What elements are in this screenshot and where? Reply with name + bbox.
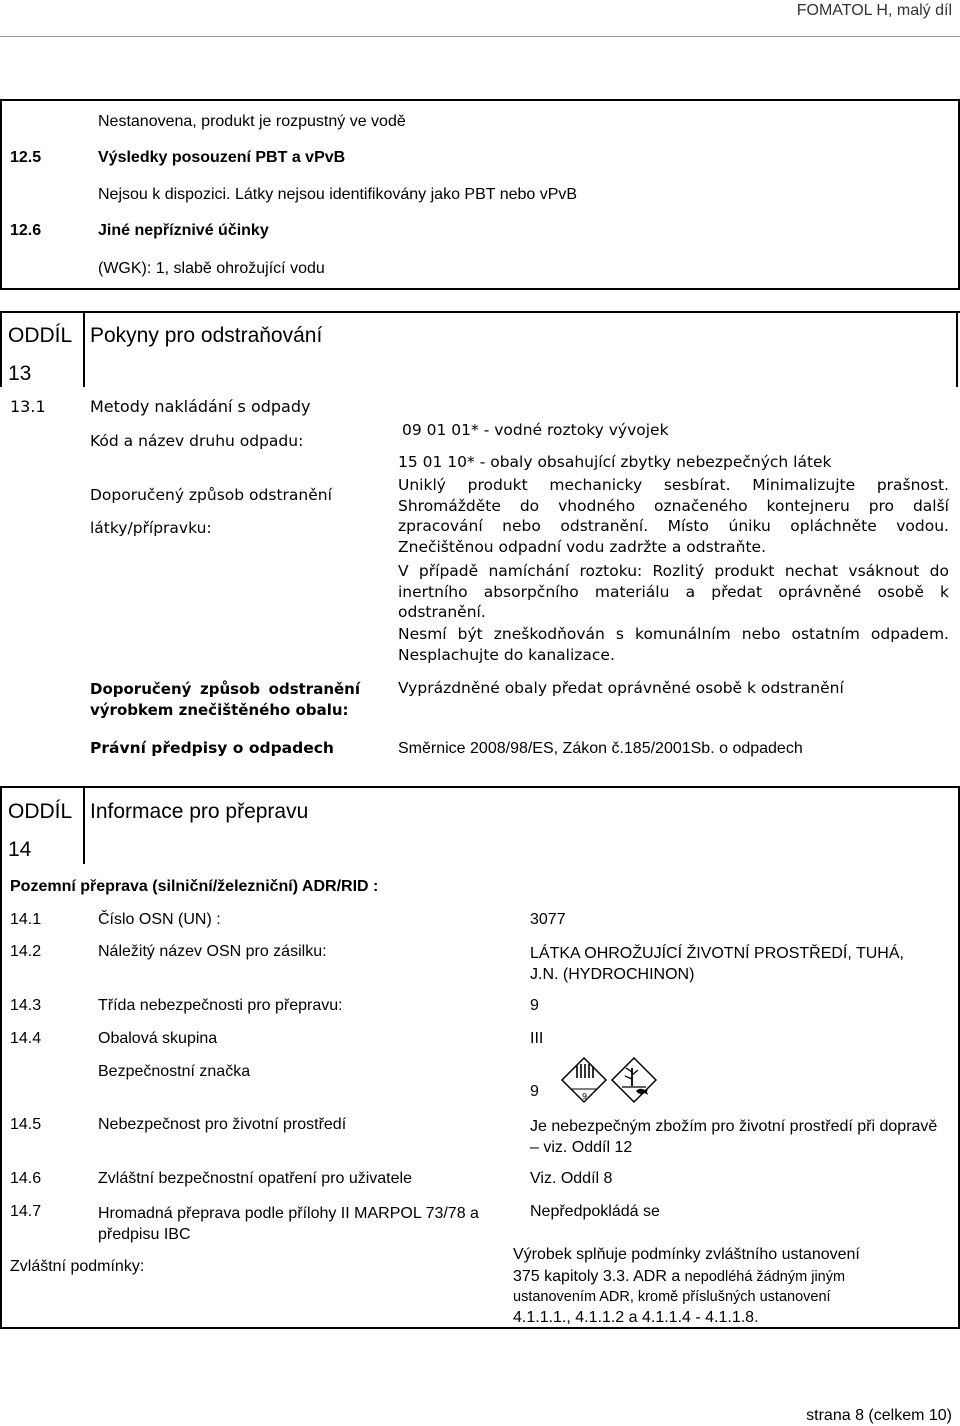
disposal-text-2: V případě namíchání roztoku: Rozlitý produkt nechat vsáknout do inertního absorpčního materiálu a předat oprávněné osobě k odstranění. [398,562,949,621]
environmental-hazard-icon [610,1056,660,1104]
document-title: FOMATOL H, malý díl [796,2,952,19]
waste-code-1: 09 01 01* - vodné roztoky vývojek [402,421,669,439]
row-14-2-number: 14.2 [10,943,42,960]
row-14-3-number: 14.3 [10,997,42,1014]
row-14-3-label: Třída nebezpečnosti pro přepravu: [98,997,343,1014]
row-14-6-number: 14.6 [10,1170,42,1187]
s12-6-number: 12.6 [10,222,42,239]
s13-heading-title: Pokyny pro odstraňování [90,324,323,347]
packaging-label: Doporučený způsob odstranění výrobkem znečištěného obalu: [90,680,360,719]
s13-heading-label: ODDÍL [8,324,73,347]
law-text: Směrnice 2008/98/ES, Zákon č.185/2001Sb. o odpadech [398,740,803,757]
svg-text:9: 9 [582,1092,588,1101]
disposal-label-line2: látky/přípravku: [90,519,212,537]
packaging-text: Vyprázdněné obaly předat oprávněné osobě k odstranění [398,679,844,697]
special-conditions-label: Zvláštní podmínky: [10,1258,145,1275]
s14-heading-divider [83,786,85,864]
s13-heading-divider [83,311,85,387]
safety-sign-label: Bezpečnostní značka [98,1063,251,1080]
row-14-5-value: Je nebezpečným zbožím pro životní prostředí při dopravě – viz. Oddíl 12 [530,1118,938,1156]
s12-left-border [0,99,2,289]
s14-bottom-border [0,1327,960,1329]
page-number: strana 8 (celkem 10) [806,1407,952,1424]
row-14-5-label: Nebezpečnost pro životní prostředí [98,1116,347,1133]
s12-6-title: Jiné nepříznivé účinky [98,222,269,239]
s12-5-number: 12.5 [10,149,42,166]
special-conditions-line2 [513,1268,845,1286]
safety-sign-class: 9 [530,1083,539,1100]
row-14-5-number: 14.5 [10,1116,42,1133]
waste-code-2: 15 01 10* - obaly obsahující zbytky nebezpečných látek [398,453,832,471]
special-conditions-line2b: nepodléhá žádným jiným [684,1269,846,1285]
s14-heading-number: 14 [8,838,32,861]
s13-heading-right-border [956,311,958,387]
row-14-3-value: 9 [530,997,539,1014]
disposal-text-3: Nesmí být zneškodňován s komunálním nebo ostatním odpadem. Nesplachujte do kanalizace. [398,625,949,664]
special-conditions-line4: 4.1.1.1., 4.1.1.2 a 4.1.1.4 - 4.1.1.8. [513,1309,759,1326]
special-conditions-line1: Výrobek splňuje podmínky zvláštního ustanovení [513,1246,860,1263]
s12-6-text: (WGK): 1, slabě ohrožující vodu [98,260,325,277]
disposal-label-line1: Doporučený způsob odstranění [90,486,332,504]
s13-1-number: 13.1 [10,397,46,416]
row-14-4-value: III [530,1030,544,1047]
special-conditions-line2a: 375 kapitoly 3.3. ADR a [513,1268,685,1285]
s14-top-border [0,786,960,788]
row-14-4-label: Obalová skupina [98,1030,218,1047]
row-14-1-number: 14.1 [10,911,42,928]
s14-left-border [0,786,2,1328]
road-transport-label: Pozemní přeprava (silniční/železniční) ADR/RID : [10,878,379,895]
s13-heading-top-border [0,311,960,313]
row-14-6-value: Viz. Oddíl 8 [530,1170,613,1187]
row-14-7-number: 14.7 [10,1203,42,1220]
special-conditions-line3: ustanovením ADR, kromě příslušných ustanovení [513,1289,831,1305]
s12-4-text: Nestanovena, produkt je rozpustný ve vodě [98,113,406,130]
disposal-text-1: Uniklý produkt mechanicky sesbírat. Minimalizujte prašnost. Shromážděte do vhodného označeného kontejneru pro další zpracování nebo odstranění. Místo úniku opláchněte vodou. Znečištěnou odpadní vodu zadržte a odstraňte. [398,476,949,556]
s13-heading-left-border [0,311,2,387]
s13-heading-number: 13 [8,362,32,385]
row-14-7-label: Hromadná přeprava podle přílohy II MARPOL 73/78 a předpisu IBC [98,1205,479,1243]
s14-heading-label: ODDÍL [8,800,73,823]
header-rule [0,36,960,37]
s12-5-title: Výsledky posouzení PBT a vPvB [98,149,346,166]
waste-code-label: Kód a název druhu odpadu: [90,432,304,450]
row-14-2-label: Náležitý název OSN pro zásilku: [98,943,327,960]
s12-top-border [0,99,960,101]
row-14-2-value: LÁTKA OHROŽUJÍCÍ ŽIVOTNÍ PROSTŘEDÍ, TUHÁ, J.N. (HYDROCHINON) [530,945,904,983]
row-14-4-number: 14.4 [10,1030,42,1047]
row-14-1-value: 3077 [530,911,566,928]
row-14-7-value: Nepředpokládá se [530,1203,660,1220]
row-14-6-label: Zvláštní bezpečnostní opatření pro uživatele [98,1170,412,1187]
law-label: Právní předpisy o odpadech [90,739,334,757]
s12-bottom-border [0,288,960,290]
s12-5-text: Nejsou k dispozici. Látky nejsou identifikovány jako PBT nebo vPvB [98,186,578,203]
s13-1-title: Metody nakládání s odpady [90,397,311,416]
row-14-1-label: Číslo OSN (UN) : [98,911,221,928]
s14-heading-title: Informace pro přepravu [90,800,309,823]
